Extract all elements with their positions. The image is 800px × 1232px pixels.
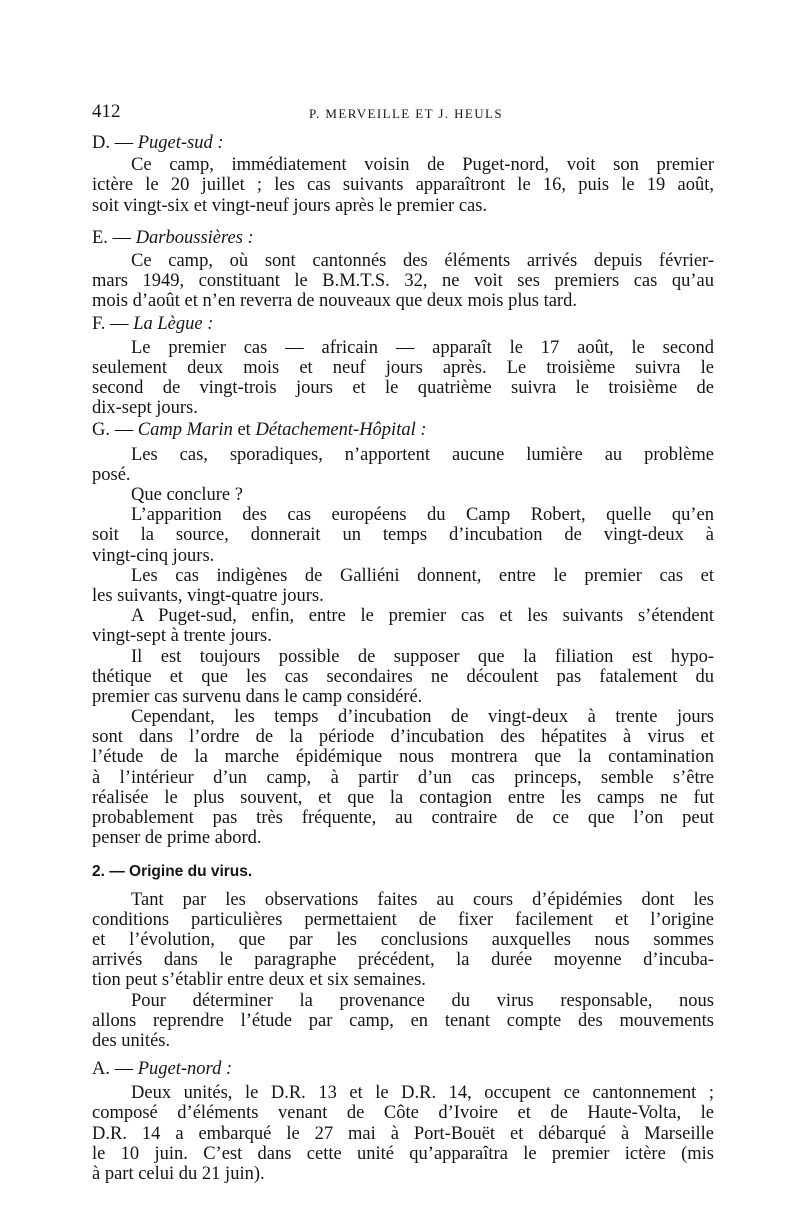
text-line: le 10 juin. C’est dans cette unité qu’apparaîtra le premier ictère (mis (92, 1143, 714, 1164)
paragraph (92, 155, 714, 216)
paragraph (92, 445, 714, 485)
section-darboussieres (92, 228, 714, 312)
text-line: dix-sept jours. (92, 398, 198, 419)
section-heading (92, 1059, 714, 1079)
paragraph (92, 338, 714, 419)
text-line: des unités. (92, 1030, 171, 1051)
paragraph (92, 251, 714, 312)
part-origine-du-virus (92, 862, 714, 1184)
text-line: A Puget-sud, enfin, entre le premier cas et les suivants s’étendent (131, 606, 714, 627)
text-line: premier cas survenu dans le camp considéré. (92, 686, 423, 707)
text-line: soit la source, donnerait un temps d’incubation de vingt-deux à (92, 525, 714, 546)
part-heading: 2. — Origine du virus. (92, 863, 253, 881)
text-line: Deux unités, le D.R. 13 et le D.R. 14, occupent ce cantonnement ; (131, 1083, 714, 1104)
paragraph (92, 991, 714, 1052)
text-line: ictère le 20 juillet ; les cas suivants apparaîtront le 16, puis le 19 août, (92, 175, 714, 196)
text-line: seulement deux mois et neuf jours après. Le troisième suivra le (92, 357, 714, 378)
text-line: réalisée le plus souvent, et que la contagion entre les camps ne fut (92, 787, 714, 808)
section-title: Puget-nord : (137, 1059, 233, 1080)
page-body (92, 133, 714, 1184)
text-line: arrivés dans le paragraphe précédent, la durée moyenne d’incuba- (92, 950, 714, 971)
paragraph (92, 890, 714, 991)
text-line: mars 1949, constituant le B.M.T.S. 32, ne voit ses premiers cas qu’au (92, 271, 714, 292)
text-line: Le premier cas — africain — apparaît le 17 août, le second (131, 337, 714, 358)
section-puget-nord (92, 1059, 714, 1184)
text-line: Ce camp, immédiatement voisin de Puget-nord, voit son premier (131, 155, 714, 176)
section-label: F. — (92, 313, 129, 334)
text-line: et l’évolution, que par les conclusions auxquelles nous sommes (92, 929, 714, 950)
text-line: à part celui du 21 juin). (92, 1164, 265, 1184)
text-line: Les cas indigènes de Galliéni donnent, entre le premier cas et (131, 565, 714, 586)
section-label: G. — (92, 420, 134, 441)
page-number: 412 (92, 101, 121, 122)
text-line: penser de prime abord. (92, 828, 262, 849)
running-title: P. MERVEILLE ET J. HEULS (308, 106, 504, 121)
text-line: L’apparition des cas européens du Camp Robert, quelle qu’en (131, 505, 714, 526)
section-la-legue (92, 314, 714, 419)
section-puget-sud (92, 133, 714, 216)
text-line: soit vingt-six et vingt-neuf jours après le premier cas. (92, 195, 488, 216)
text-line: à l’intérieur d’un camp, à partir d’un cas princeps, semble s’être (92, 767, 714, 788)
text-line: sont dans l’ordre de la période d’incubation des hépatites à virus et (92, 727, 714, 748)
text-line: mois d’août et n’en reverra de nouveaux que deux mois plus tard. (92, 291, 577, 312)
paragraph (92, 505, 714, 566)
paragraph (92, 707, 714, 848)
text-line: tion peut s’établir entre deux et six semaines. (92, 970, 426, 991)
text-line: Tant par les observations faites au cours d’épidémies dont les (131, 889, 714, 910)
section-heading (92, 314, 714, 334)
section-title: Darboussières : (135, 227, 254, 248)
section-label: A. — (92, 1059, 134, 1080)
text-line: Que conclure ? (131, 485, 243, 505)
text-line: conditions particulières permettaient de fixer facilement et l’origine (92, 909, 714, 930)
paragraph (92, 566, 714, 606)
text-line: Il est toujours possible de supposer que la filiation est hypo- (131, 646, 714, 667)
section-heading (92, 228, 714, 248)
text-line: vingt-cinq jours. (92, 545, 215, 566)
section-title: La Lègue : (133, 313, 214, 334)
text-line: vingt-sept à trente jours. (92, 626, 272, 647)
section-camp-marin (92, 420, 714, 848)
section-heading (92, 133, 714, 153)
paragraph (92, 485, 714, 505)
section-title-conjunction: et (237, 420, 251, 441)
text-line: Les cas, sporadiques, n’apportent aucune lumière au problème (131, 444, 714, 465)
paragraph (92, 606, 714, 646)
text-line: thétique et que les cas secondaires ne découlent pas fatalement du (92, 666, 714, 687)
text-line: Ce camp, où sont cantonnés des éléments arrivés depuis février- (131, 250, 714, 271)
section-label: D. — (92, 133, 134, 153)
text-line: composé d’éléments venant de Côte d’Ivoire et de Haute-Volta, le (92, 1103, 714, 1124)
text-line: Cependant, les temps d’incubation de vingt-deux à trente jours (131, 707, 714, 728)
text-line: second de vingt-trois jours et le quatrième suivra le troisième de (92, 378, 714, 399)
section-label: E. — (92, 227, 132, 248)
section-title-part: Camp Marin (137, 420, 233, 441)
text-line: les suivants, vingt-quatre jours. (92, 585, 324, 606)
text-line: l’étude de la marche épidémique nous montrera que la contamination (92, 747, 714, 768)
section-title-part: Détachement-Hôpital : (255, 420, 427, 441)
text-line: D.R. 14 a embarqué le 27 mai à Port-Bouët et débarqué à Marseille (92, 1123, 714, 1144)
paragraph (92, 647, 714, 708)
text-line: allons reprendre l’étude par camp, en tenant compte des mouvements (92, 1010, 714, 1031)
section-title: Puget-sud : (137, 133, 224, 153)
text-line: Pour déterminer la provenance du virus responsable, nous (131, 990, 714, 1011)
text-line: probablement pas très fréquente, au contraire de ce que l’on peut (92, 808, 714, 828)
section-heading (92, 420, 714, 440)
paragraph (92, 1083, 714, 1184)
text-line: posé. (92, 464, 131, 485)
